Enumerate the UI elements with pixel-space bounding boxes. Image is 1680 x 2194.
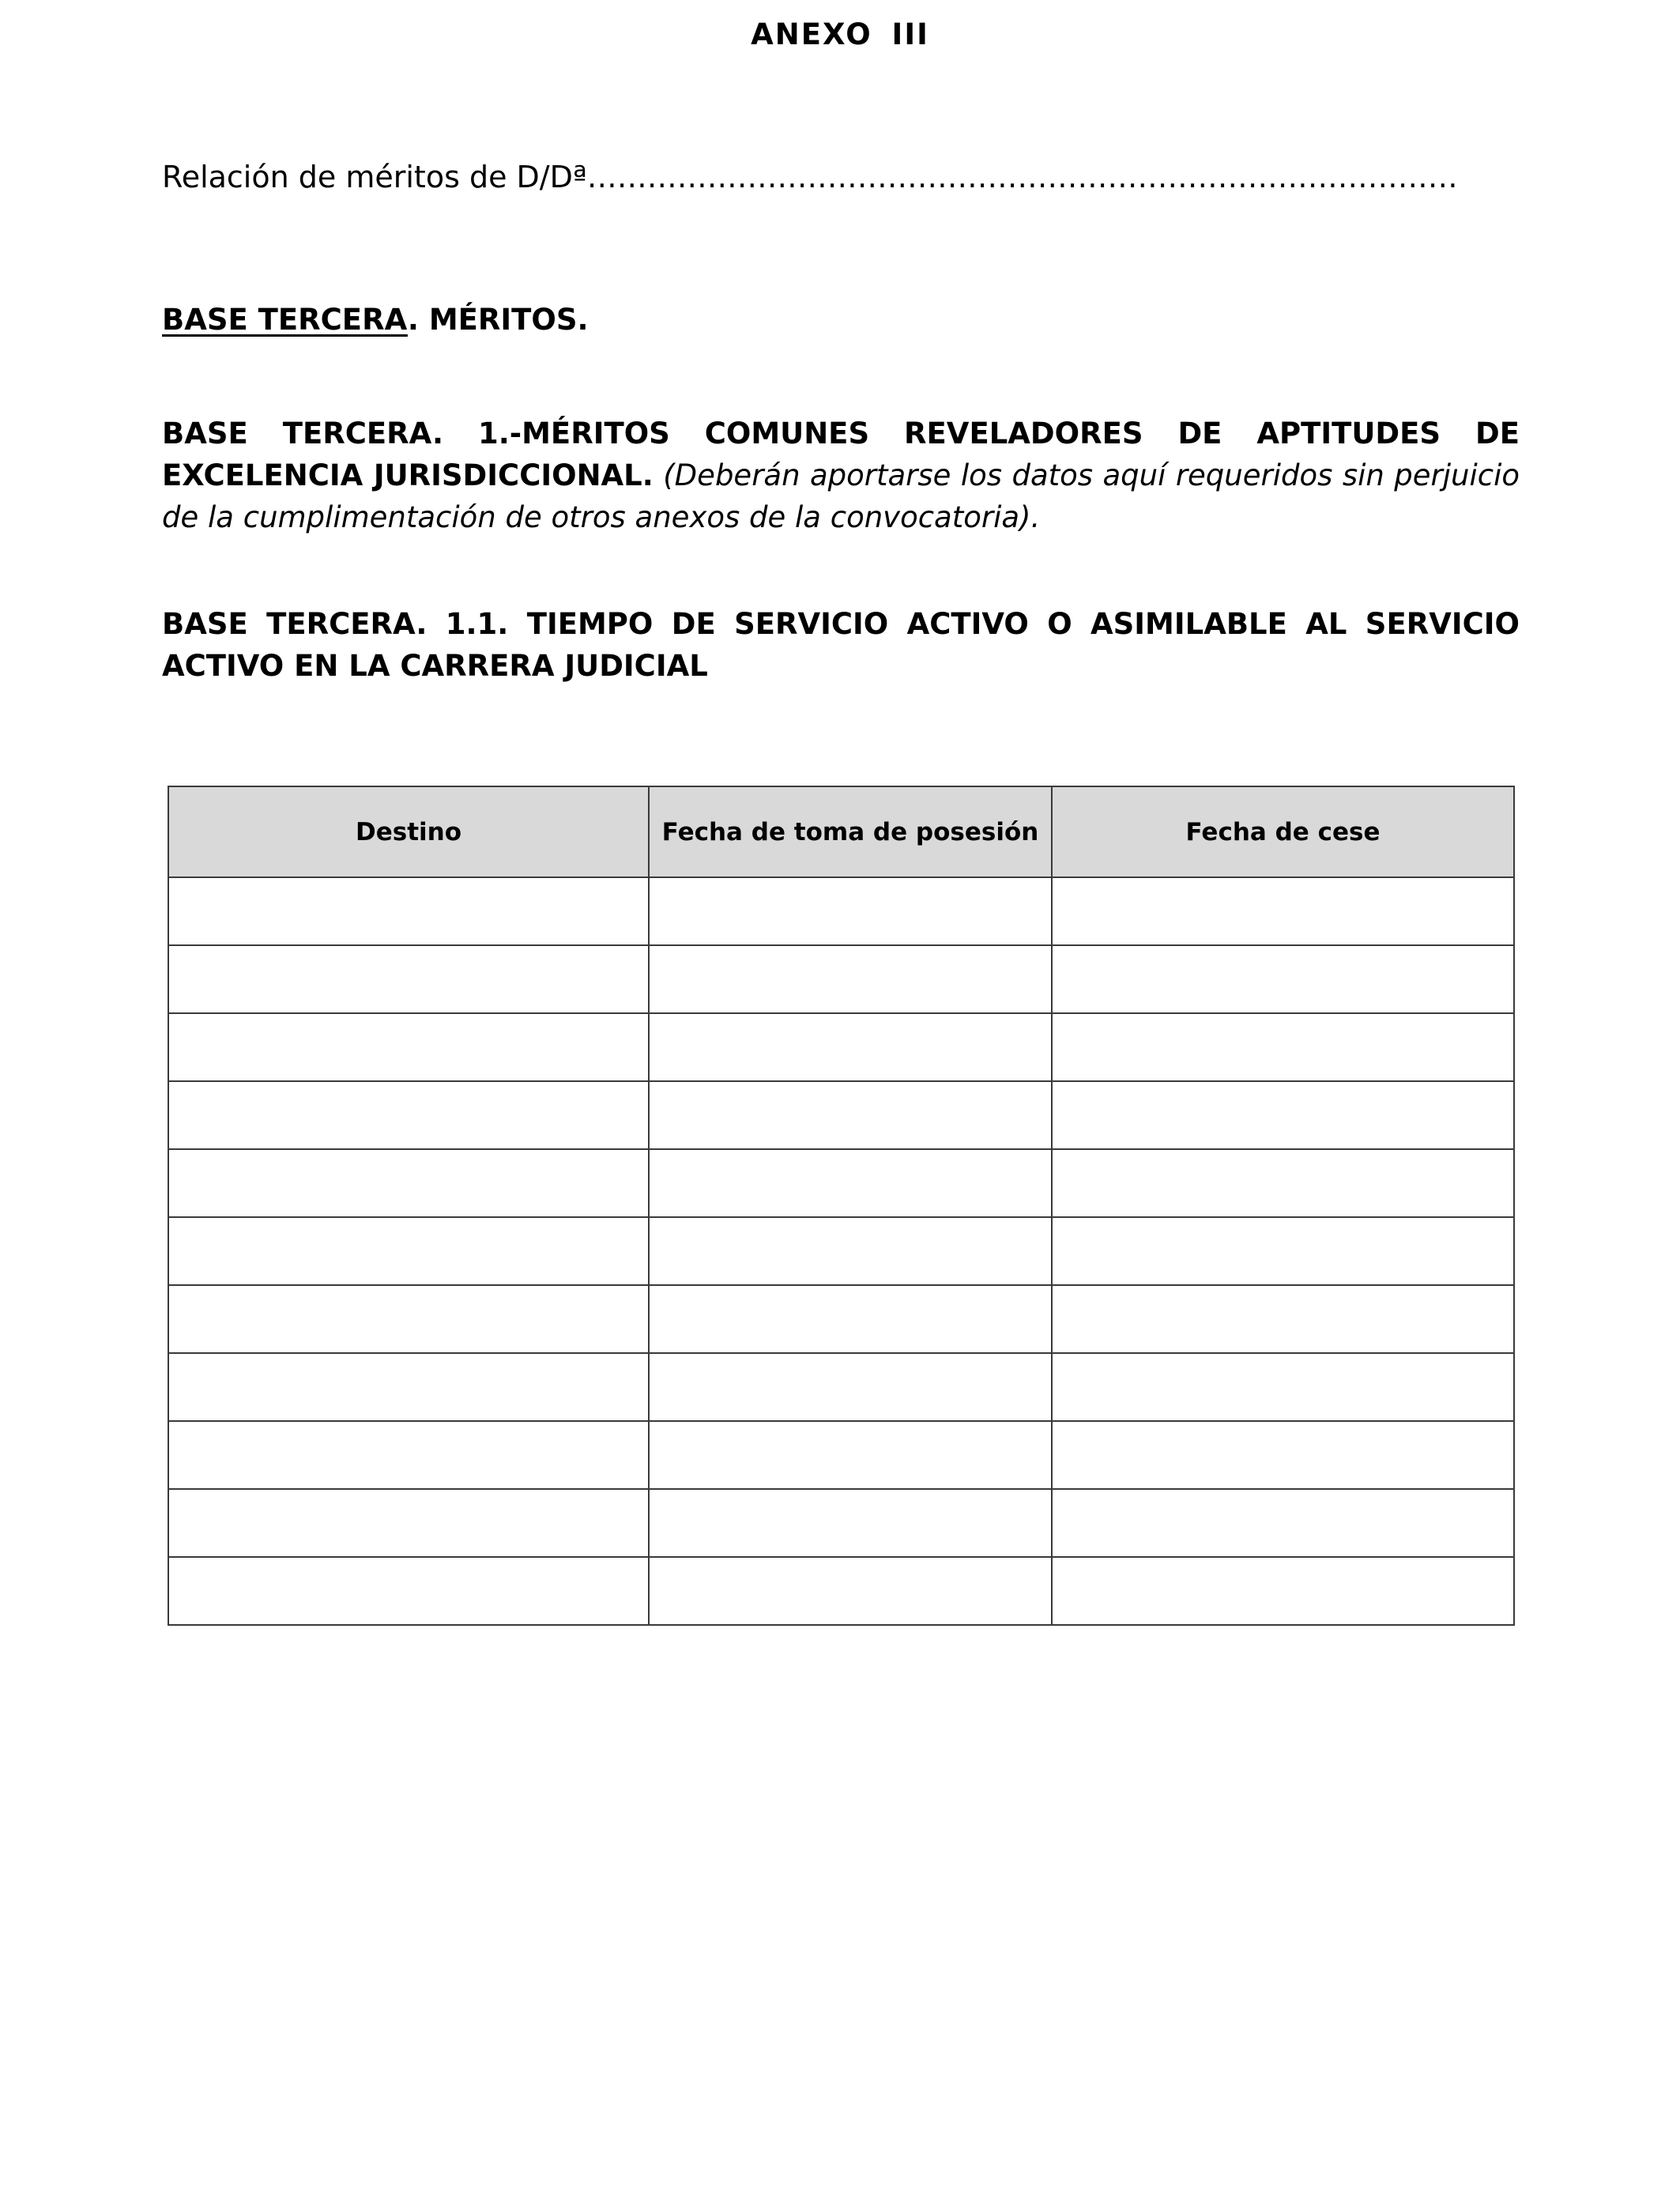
- cell-fecha-toma-posesion[interactable]: [649, 945, 1052, 1013]
- cell-fecha-cese[interactable]: [1052, 1149, 1514, 1217]
- cell-fecha-cese[interactable]: [1052, 877, 1514, 945]
- cell-fecha-toma-posesion[interactable]: [649, 1081, 1052, 1149]
- base-tercera-heading: [162, 303, 589, 337]
- section-1-note: (Deberán aportarse los datos aquí requeridos sin perjuicio de la cumplimentación de otros anexos de la convocatoria).: [162, 458, 1520, 534]
- cell-fecha-toma-posesion[interactable]: [649, 1421, 1052, 1489]
- table-row: [168, 1217, 1514, 1285]
- cell-fecha-toma-posesion[interactable]: [649, 1489, 1052, 1557]
- cell-fecha-cese[interactable]: [1052, 1013, 1514, 1081]
- cell-destino[interactable]: [168, 1013, 649, 1081]
- table-row: [168, 945, 1514, 1013]
- relacion-label: Relación de méritos de D/Dª: [162, 160, 587, 194]
- table-row: [168, 1353, 1514, 1421]
- cell-destino[interactable]: [168, 1421, 649, 1489]
- cell-fecha-toma-posesion[interactable]: [649, 877, 1052, 945]
- table-row: [168, 1013, 1514, 1081]
- cell-fecha-cese[interactable]: [1052, 1489, 1514, 1557]
- base-tercera-underlined: BASE TERCERA: [162, 303, 408, 337]
- cell-fecha-cese[interactable]: [1052, 1353, 1514, 1421]
- cell-destino[interactable]: [168, 1149, 649, 1217]
- table-header-row: [168, 786, 1514, 877]
- section-1-paragraph: [162, 413, 1520, 538]
- cell-fecha-toma-posesion[interactable]: [649, 1149, 1052, 1217]
- cell-destino[interactable]: [168, 1081, 649, 1149]
- table-body: [168, 877, 1514, 1625]
- cell-fecha-toma-posesion[interactable]: [649, 1557, 1052, 1625]
- cell-fecha-toma-posesion[interactable]: [649, 1013, 1052, 1081]
- cell-fecha-cese[interactable]: [1052, 1217, 1514, 1285]
- cell-destino[interactable]: [168, 1353, 649, 1421]
- table-row: [168, 877, 1514, 945]
- header-destino: Destino: [168, 786, 649, 877]
- cell-destino[interactable]: [168, 945, 649, 1013]
- page-title: ANEXO III: [751, 17, 929, 51]
- table-row: [168, 1489, 1514, 1557]
- table-row: [168, 1421, 1514, 1489]
- service-time-table: [168, 786, 1515, 1626]
- table-row: [168, 1285, 1514, 1353]
- cell-fecha-cese[interactable]: [1052, 1081, 1514, 1149]
- header-fecha-cese: Fecha de cese: [1052, 786, 1514, 877]
- cell-fecha-cese[interactable]: [1052, 1421, 1514, 1489]
- table-row: [168, 1557, 1514, 1625]
- section-1-1-heading: BASE TERCERA. 1.1. TIEMPO DE SERVICIO ACTIVO O ASIMILABLE AL SERVICIO ACTIVO EN LA CARRERA JUDICIAL: [162, 607, 1520, 683]
- cell-fecha-cese[interactable]: [1052, 945, 1514, 1013]
- cell-destino[interactable]: [168, 1489, 649, 1557]
- cell-destino[interactable]: [168, 877, 649, 945]
- table-row: [168, 1149, 1514, 1217]
- header-fecha-toma-posesion: Fecha de toma de posesión: [649, 786, 1052, 877]
- cell-destino[interactable]: [168, 1285, 649, 1353]
- cell-destino[interactable]: [168, 1557, 649, 1625]
- cell-fecha-cese[interactable]: [1052, 1557, 1514, 1625]
- base-tercera-rest: . MÉRITOS.: [407, 303, 589, 337]
- cell-fecha-toma-posesion[interactable]: [649, 1285, 1052, 1353]
- cell-fecha-toma-posesion[interactable]: [649, 1217, 1052, 1285]
- table-row: [168, 1081, 1514, 1149]
- cell-fecha-toma-posesion[interactable]: [649, 1353, 1052, 1421]
- relacion-fill-dots: ……………………………………………………………………………: [586, 160, 1458, 194]
- section-1-heading: BASE TERCERA. 1.-MÉRITOS COMUNES REVELADORES DE APTITUDES DE EXCELENCIA JURISDICCIONAL.: [162, 417, 1520, 492]
- cell-destino[interactable]: [168, 1217, 649, 1285]
- cell-fecha-cese[interactable]: [1052, 1285, 1514, 1353]
- relacion-line: [162, 160, 1458, 194]
